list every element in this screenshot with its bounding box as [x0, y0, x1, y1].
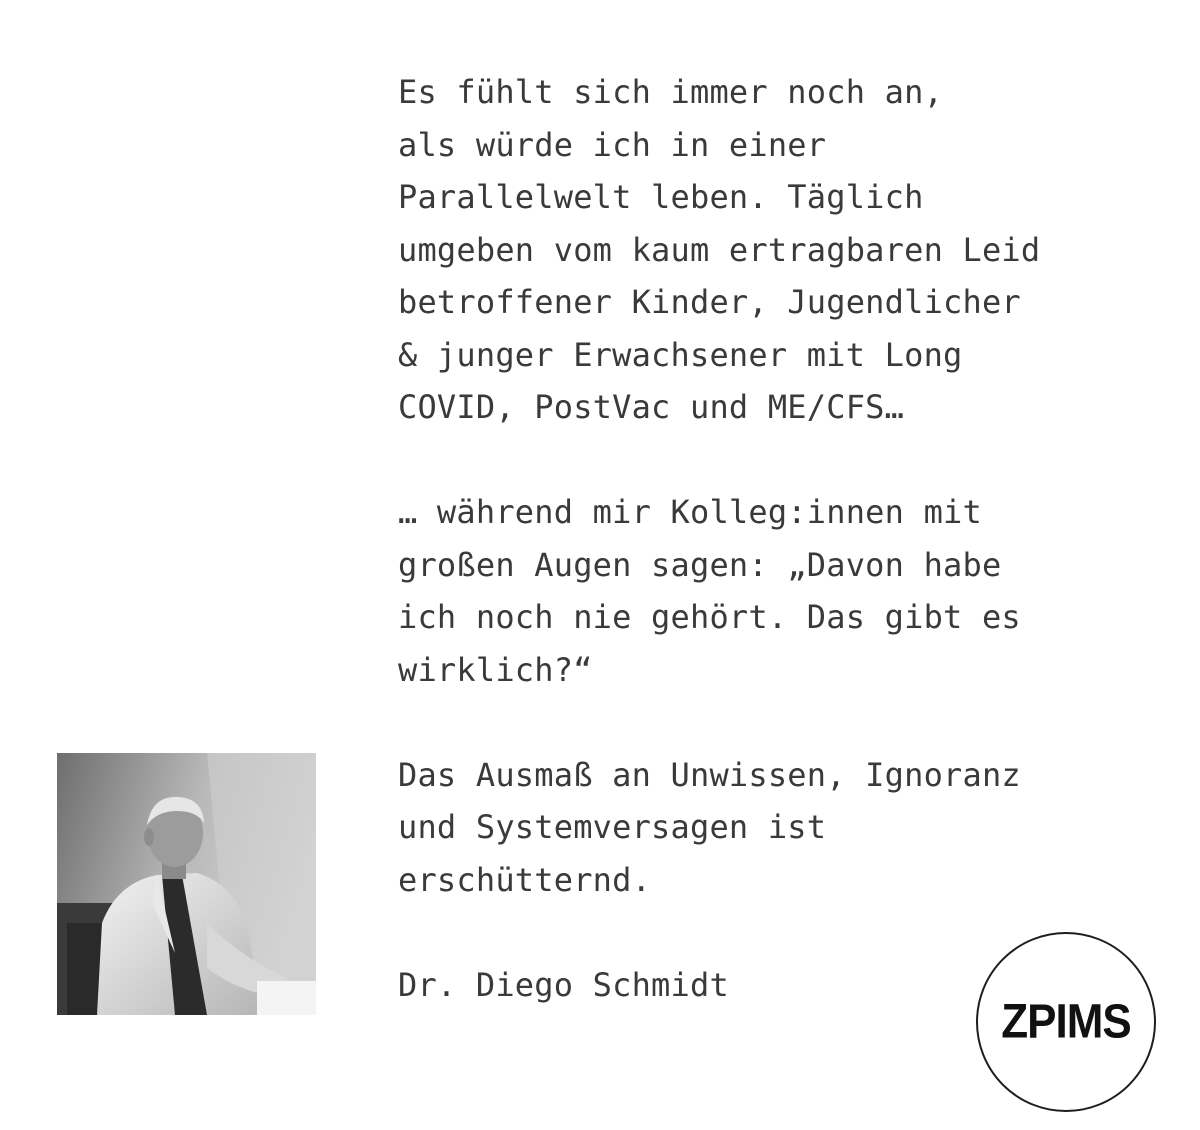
quote-line: wirklich?“	[398, 650, 593, 689]
quote-line: betroffener Kinder, Jugendlicher	[398, 283, 1021, 321]
portrait-illustration	[57, 753, 316, 1015]
author-name: Dr. Diego Schmidt	[398, 965, 729, 1004]
quote-line: ich noch nie gehört. Das gibt es	[398, 598, 1021, 636]
logo-text: ZPIMS	[1001, 994, 1131, 1049]
quote-line: erschütternd.	[398, 860, 652, 899]
paragraph-gap	[398, 434, 1158, 487]
quote-line: Es fühlt sich immer noch an,	[398, 73, 944, 111]
author-portrait	[57, 753, 316, 1015]
quote-line: … während mir Kolleg:innen mit	[398, 493, 982, 531]
quote-line: & junger Erwachsener mit Long	[398, 335, 963, 374]
quote-line: und Systemversagen ist	[398, 808, 827, 846]
quote-line: als würde ich in einer	[398, 125, 827, 164]
zpims-logo	[976, 932, 1156, 1112]
quote-line: großen Augen sagen: „Davon habe	[398, 545, 1002, 584]
quote-line: COVID, PostVac und ME/CFS…	[398, 388, 905, 426]
quote-line: umgeben vom kaum ertragbaren Leid	[398, 230, 1041, 269]
quote-line: Parallelwelt leben. Täglich	[398, 178, 924, 216]
paragraph-gap	[398, 696, 1158, 749]
quote-text	[398, 66, 1158, 1011]
quote-line: Das Ausmaß an Unwissen, Ignoranz	[398, 755, 1021, 794]
